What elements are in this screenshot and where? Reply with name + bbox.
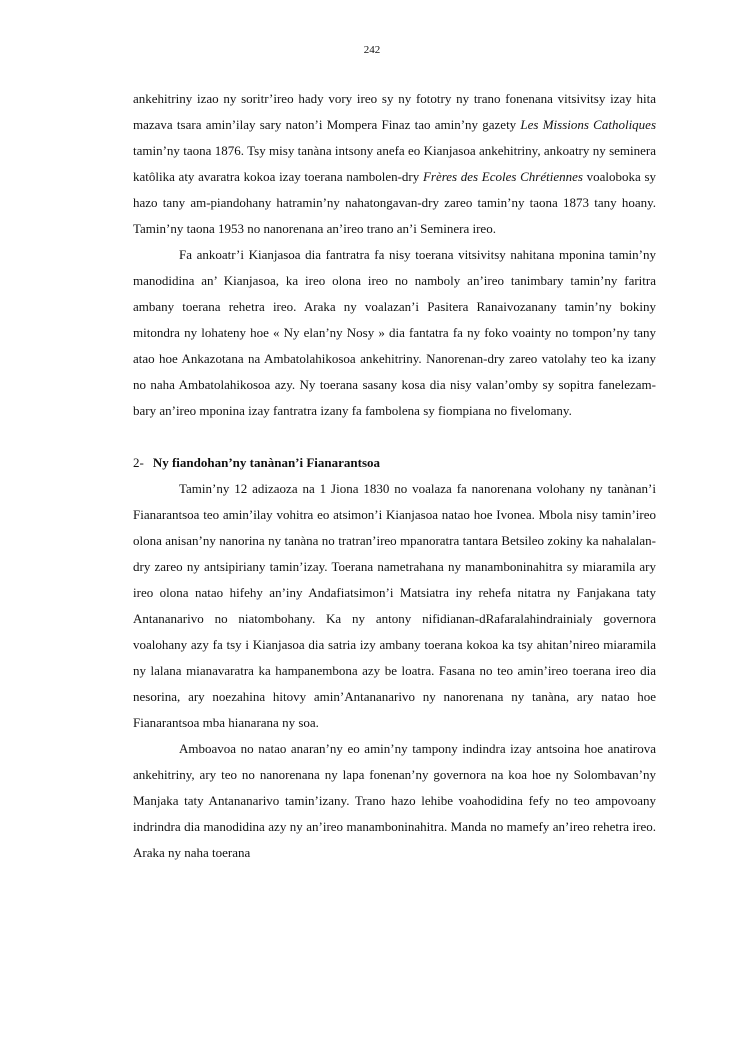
paragraph-3: Tamin’ny 12 adizaoza na 1 Jiona 1830 no voalaza fa nanorenana volohany ny tanànan’i Fianarantsoa teo amin’ilay vohitra eo atsimon’i Kianjasoa natao hoe Ivonea. Mbola nisy tamin’ireo olona anisan’ny nanorina ny tanàna no tratran’ireo mpanoratra tantara Betsileo zokiny ka nahalalan-dry zareo ny antsipiriany tamin’izay. Toerana nametrahana ny manamboninahitra sy miaramila ary ireo olona natao hifehy an’iny Andafiatsimon’i Matsiatra iny rehefa nitatra ny Fanjakana taty Antananarivo no niatombohany. Ka ny antony nifidianan-dRafaralahindrainialy governora voalohany azy fa tsy i Kianjasoa dia satria izy ambany toerana kokoa ka tsy ahitan’nireo miaramila ny lalana mianavaratra ka hampanembona azy be loatra. Fasana no teo amin’ireo toerana ireo dia nesorina, ary noezahina hitovy amin’Antananarivo ny nanorenana ny tanàna, ary natao hoe Fianarantsoa mba hianarana ny soa.	[133, 481, 656, 730]
section-number: 2-	[133, 455, 144, 470]
paragraph-1-text-a: ankehitriny izao ny soritr’ireo hady vory ireo sy ny fototry ny trano fonenana vitsivitsy izay hita mazava tsara amin’ilay sary naton’i Mompera Finaz tao amin’ny gazety	[133, 91, 656, 132]
paragraph-1-text-c: voaloboka sy hazo tany am-piandohany hatramin’ny nahatongavan-dry zareo tamin’ny taona 1873 tany hoany. Tamin’ny taona 1953 no nanorenana an’ireo trano an’i Seminera ireo.	[133, 169, 657, 236]
document-body	[133, 86, 656, 866]
section-spacer	[133, 424, 656, 450]
paragraph-1-text-b: tamin’ny taona 1876. Tsy misy tanàna intsony anefa eo Kianjasoa ankehitriny, ankoatry ny seminera katôlika aty avaratra kokoa izay toerana nambolen-dry	[133, 143, 656, 184]
paragraph-1	[133, 86, 656, 242]
order-name: Frères des Ecoles Chrétiennes	[422, 169, 583, 184]
section-title: Ny fiandohan’ny tanànan’i Fianarantsoa	[152, 455, 381, 470]
journal-title: Les Missions Catholiques	[520, 117, 657, 132]
paragraph-4: Amboavoa no natao anaran’ny eo amin’ny tampony indindra izay antsoina hoe anatirova ankehitriny, ary teo no nanorenana ny lapa fonenan’ny governora na koa hoe ny Solombavan’ny Manjaka taty Antananarivo tamin’izany. Trano hazo lehibe voahodidina fefy no teo ampovoany indrindra dia manodidina azy ny an’ireo manamboninahitra. Manda no mamefy an’ireo rehetra ireo. Araka ny naha toerana	[133, 741, 656, 860]
page-number: 242	[363, 44, 381, 56]
section-heading	[133, 450, 656, 476]
paragraph-2: Fa ankoatr’i Kianjasoa dia fantratra fa nisy toerana vitsivitsy nahitana mponina tamin’ny manodidina an’ Kianjasoa, ka ireo olona ireo no namboly an’ireo tanimbary tamin’ny faritra ambany toerana rehetra ireo. Araka ny voalazan’i Pasitera Ranaivozanany tamin’ny bokiny mitondra ny lohateny hoe « Ny elan’ny Nosy » dia fantatra fa ny foko voainty no tompon’ny tany atao hoe Ankazotana na Ambatolahikosoa ankehitriny. Nanorenan-dry zareo vatolahy teo ka izany no naha Ambatolahikosoa azy. Ny toerana sasany kosa dia nisy valan’omby sy sopitra fanelezam-bary an’ireo mponina izay fantratra izany fa fambolena sy fiompiana no fivelomany.	[133, 247, 656, 418]
